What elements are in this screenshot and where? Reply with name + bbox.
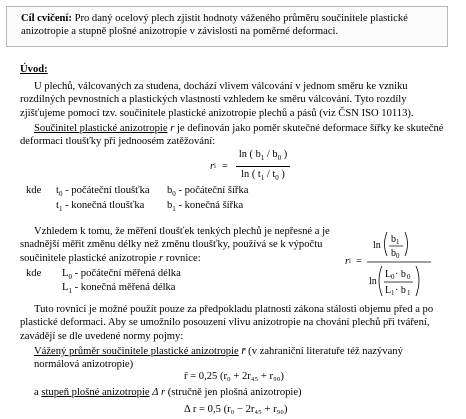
weighted-average-term: Vážený průměr součinitele plastické anizotropie bbox=[34, 346, 239, 357]
legend1-t1-desc: - konečná tloušťka bbox=[62, 200, 145, 211]
legend1-b1-sym: b bbox=[167, 200, 173, 211]
f2-den-b1: · b bbox=[394, 285, 406, 296]
f1-num-sub1: 1 bbox=[260, 154, 265, 163]
legend2-L0-sub: 0 bbox=[68, 273, 72, 282]
f1-den-sub1: 1 bbox=[260, 174, 265, 183]
f1-eq: = bbox=[222, 161, 228, 173]
legend1-t1-sub: 1 bbox=[58, 205, 63, 214]
f1-fraction bbox=[236, 148, 290, 186]
f2-den-b0-sub: 0 bbox=[406, 273, 411, 281]
f2-num-b0-sub: 0 bbox=[395, 252, 400, 260]
f1-den-end: ) bbox=[278, 169, 285, 181]
f1-den-sub2: 0 bbox=[275, 174, 279, 183]
f2-den-b1-sub: 1 bbox=[406, 289, 411, 297]
p6-pre: a bbox=[34, 387, 39, 398]
intro-heading: Úvod: bbox=[20, 64, 48, 75]
p6-delta-r-symbol: Δ r bbox=[152, 387, 166, 398]
legend1-b0-sym: b bbox=[167, 185, 173, 196]
legend1-kde: kde bbox=[26, 185, 42, 196]
f2-num-ln: ln bbox=[372, 240, 381, 251]
intro-paragraph-4: Tuto rovnici je možné použít pouze za předpokladu platnosti zákona stálosti objemu před a po plastické deformaci. Aby se umožnilo posouzení vlivu anizotropie na chování plechů při tváření, zavádějí se dle uvedené normy pojmy: bbox=[20, 304, 434, 342]
f2-den-close-paren bbox=[416, 266, 419, 296]
legend1-t0-sub: 0 bbox=[58, 190, 63, 199]
intro-paragraph-6 bbox=[34, 386, 445, 399]
p3-r-symbol: r bbox=[159, 252, 164, 264]
f1-num-a: ln ( b bbox=[238, 149, 261, 160]
p3-end: rovnice: bbox=[163, 252, 201, 264]
legend1-t1 bbox=[56, 199, 144, 217]
legend1-b1-desc: - konečná šířka bbox=[175, 200, 244, 211]
legend1-b1 bbox=[167, 199, 243, 217]
goal-label: Cíl cvičení: bbox=[21, 13, 72, 24]
f2-den-ln: ln bbox=[368, 276, 377, 287]
f1-num-mid: / b bbox=[264, 149, 278, 160]
legend1-t0-sym: t bbox=[56, 185, 59, 196]
legend2-L1 bbox=[62, 281, 176, 299]
legend2-L1-sym: L bbox=[62, 282, 69, 293]
intro-paragraph-2 bbox=[20, 122, 445, 149]
p5-rbar-symbol: r̄ bbox=[241, 346, 246, 357]
f1-den-mid: / t bbox=[264, 169, 276, 181]
f2-den-L0b0: L bbox=[384, 269, 391, 280]
goal-text: Pro daný ocelový plech zjistit hodnoty váženého průměru součinitele plastické anizotropie a stupně plošné anizotropie v závislosti na poměrné deformaci. bbox=[21, 13, 408, 38]
f2-den-b0: · b bbox=[394, 269, 406, 280]
intro-paragraph-5 bbox=[34, 345, 445, 372]
legend1-t0-desc: - počáteční tloušťka bbox=[62, 185, 150, 196]
f2-den-L0-sub: 0 bbox=[390, 273, 395, 281]
intro-paragraph-3 bbox=[20, 225, 338, 265]
f2-num-open-paren bbox=[384, 232, 387, 256]
legend1-t1-sym: t bbox=[56, 200, 59, 211]
anisotropy-coefficient-term: Součinitel plastické anizotropie bbox=[34, 123, 168, 134]
formula-width-thickness bbox=[210, 148, 290, 186]
legend1-b0-sub: 0 bbox=[172, 190, 176, 199]
f2-lhs: r bbox=[345, 256, 350, 268]
legend2-L1-sub: 1 bbox=[68, 287, 72, 296]
legend2-L0-sym: L bbox=[62, 268, 69, 279]
f1-num-sub2: 0 bbox=[277, 154, 282, 163]
f2-den-L1-sub: 1 bbox=[390, 289, 395, 297]
f1-numerator bbox=[236, 148, 290, 167]
legend2-kde: kde bbox=[26, 268, 42, 279]
f2-den-open-paren bbox=[379, 266, 382, 296]
goal-paragraph bbox=[21, 12, 437, 39]
f2-fraction-svg bbox=[365, 222, 455, 302]
legend1-b1-sub: 1 bbox=[172, 205, 176, 214]
f2-num-b1: b bbox=[390, 234, 396, 245]
legend2-L0-desc: - počáteční měřená délka bbox=[71, 268, 181, 279]
planar-anisotropy-term: stupeň plošné anizotropie bbox=[41, 387, 150, 398]
formula-length-width bbox=[345, 222, 455, 302]
goal-box bbox=[6, 6, 448, 47]
f2-num-close-paren bbox=[405, 232, 408, 256]
formula-weighted-average: r̄ = 0,25 (r₀ + 2r₄₅ + r₉₀) bbox=[184, 371, 284, 382]
f2-den-L1b1: L bbox=[384, 285, 391, 296]
legend1-b0-desc: - počáteční šířka bbox=[175, 185, 249, 196]
f2-num-b1-sub: 1 bbox=[395, 238, 400, 246]
r-symbol: r bbox=[170, 123, 175, 134]
f1-den-a: ln ( t bbox=[241, 169, 261, 181]
intro-paragraph-1: U plechů, válcovaných za studena, dochází vlivem válcování v jednom směru ke vzniku rozdílných pevnostních a plastických vlastností vzhledem ke směru válcování. Tyto rozdíly zjišťujeme pomocí tzv. součinitele plastické anizotropie plechů a pásů (viz ČSN ISO 10113). bbox=[20, 81, 414, 119]
f2-num-b0: b bbox=[390, 248, 396, 259]
f1-lhs: r bbox=[210, 161, 215, 173]
legend2-L1-desc: - konečná měřená délka bbox=[71, 282, 176, 293]
f2-eq: = bbox=[356, 256, 362, 268]
f2-lhs-sub: i bbox=[349, 257, 351, 266]
f1-num-end: ) bbox=[281, 149, 288, 160]
p3-text: Vzhledem k tomu, že měření tloušťek tenkých plechů je nepřesné a je snadnější měřit změnu délky než změnu tloušťky, používá se k výpočtu součinitele plastické anizotropie bbox=[20, 226, 330, 264]
p2-rest: je definován jako poměr skutečné deformace šířky ke skutečné deformaci tloušťky při jednoosém zatěžování: bbox=[20, 123, 444, 148]
formula-planar-anisotropy: Δ r = 0,5 (r₀ − 2r₄₅ + r₉₀) bbox=[184, 404, 288, 415]
f1-lhs-sub: i bbox=[214, 162, 216, 171]
p5-rest: (v zahraniční literatuře též nazývaný normálová anizotropie) bbox=[34, 346, 403, 371]
p6-rest: (stručně jen plošná anizotropie) bbox=[165, 387, 302, 398]
